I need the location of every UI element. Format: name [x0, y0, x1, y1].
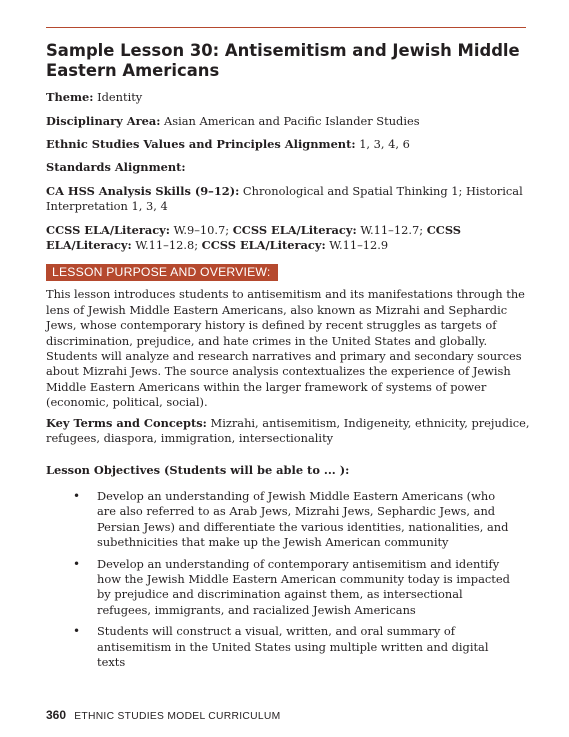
top-rule: [46, 27, 526, 28]
key-terms-value: Mizrahi, antisemitism, Indigeneity, ethnicity, prejudice, refugees, diaspora, immigration, intersectionality: [46, 415, 530, 446]
key-terms-label: Key Terms and Concepts:: [46, 415, 207, 430]
ccss-value: W.11–12.7;: [360, 222, 424, 237]
objective-text: Students will construct a visual, written, and oral summary of antisemitism in the United States using multiple written and digital texts: [97, 624, 489, 669]
standards-alignment-label: Standards Alignment:: [46, 160, 186, 175]
ccss-label: CCSS ELA/Literacy:: [46, 222, 462, 253]
theme-value: Identity: [97, 90, 143, 105]
theme-line: [46, 90, 530, 105]
ccss-label: CCSS ELA/Literacy:: [201, 238, 326, 253]
standards-alignment-line: [46, 160, 530, 175]
objective-text: Develop an understanding of contemporary antisemitism and identify how the Jewish Middle Eastern American community today is impacted by prejudice and discrimination against them, as intersectional refugees, immigrants, and racialized Jewish Americans: [97, 556, 510, 617]
ccss-value: W.9–10.7;: [173, 222, 230, 237]
objective-text: Develop an understanding of Jewish Middle Eastern Americans (who are also referred to as Arab Jews, Mizrahi Jews, Sephardic Jews, and Persian Jews) and differentiate the various identities, nationalities, and subethnicities that make up the Jewish American community: [97, 488, 509, 550]
hss-value: Chronological and Spatial Thinking 1; Historical Interpretation 1, 3, 4: [46, 183, 523, 214]
values-alignment-value: 1, 3, 4, 6: [359, 137, 410, 151]
purpose-paragraph: This lesson introduces students to antisemitism and its manifestations through the lens of Jewish Middle Eastern Americans, also known as Mizrahi and Sephardic Jews, whose contemporary history is defined by recent struggles as targets of discrimination, prejudice, and hate crimes in the United States and globally. Students will analyze and research narratives and primary and secondary sources about Mizrahi Jews. The source analysis contextualizes the experience of Jewish Middle Eastern Americans within the larger framework of systems of power (economic, political, social).: [46, 287, 525, 410]
values-alignment-line: [46, 137, 530, 152]
key-terms-line: [46, 416, 530, 447]
list-item: [46, 557, 517, 619]
ccss-value: W.11–12.8;: [135, 238, 199, 253]
ccss-value: W.11–12.9: [329, 238, 389, 253]
disciplinary-area-line: [46, 114, 530, 129]
bullet-icon: •: [73, 624, 81, 639]
page-number: 360: [46, 708, 67, 722]
bullet-icon: •: [73, 488, 81, 503]
values-alignment-label: Ethnic Studies Values and Principles Alignment:: [46, 137, 356, 151]
ccss-label: CCSS ELA/Literacy:: [232, 222, 357, 237]
disciplinary-area-label: Disciplinary Area:: [46, 113, 161, 128]
objectives-heading: Lesson Objectives (Students will be able to ... ):: [46, 462, 350, 477]
footer-title: ETHNIC STUDIES MODEL CURRICULUM: [74, 711, 281, 722]
objectives-list: [46, 489, 530, 670]
lesson-content: [46, 41, 530, 676]
lesson-title: Sample Lesson 30: Antisemitism and Jewish Middle Eastern Americans: [46, 41, 520, 80]
disciplinary-area-value: Asian American and Pacific Islander Studies: [164, 113, 420, 128]
purpose-heading-banner: LESSON PURPOSE AND OVERVIEW:: [46, 264, 278, 281]
theme-label: Theme:: [46, 90, 94, 105]
hss-label: CA HSS Analysis Skills (9–12):: [46, 183, 240, 198]
page-footer: [46, 708, 281, 724]
list-item: [46, 489, 517, 551]
bullet-icon: •: [73, 556, 81, 571]
hss-line: [46, 184, 530, 215]
ccss-line: [46, 223, 530, 254]
ccss-label: CCSS ELA/Literacy:: [46, 222, 170, 237]
list-item: [46, 624, 517, 670]
